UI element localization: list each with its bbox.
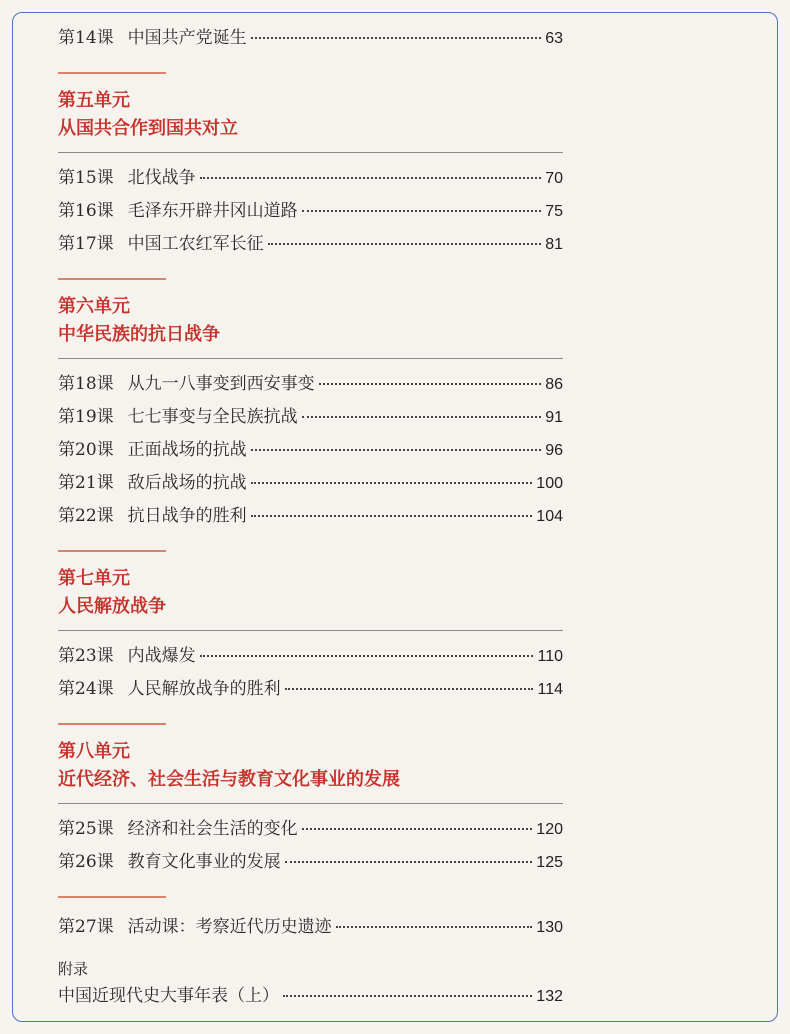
page-number: 81 [545,236,563,253]
page-number: 100 [536,475,563,492]
toc-entry-chronology[interactable] [58,981,563,1014]
toc-entry-lesson-18[interactable] [58,369,563,402]
unit-underline [58,358,563,359]
unit-5 [58,72,563,153]
toc-entry-lesson-24[interactable] [58,674,563,707]
unit-name: 第七单元 [58,568,130,589]
unit-name: 第八单元 [58,741,130,762]
unit-8 [58,723,563,804]
lesson-number: 第24课 [58,679,114,699]
unit-subtitle: 从国共合作到国共对立 [58,118,238,139]
section-divider [58,896,166,898]
lesson-title: 中国工农红军长征 [127,234,264,254]
dot-leader [336,926,533,928]
page-number: 75 [545,203,563,220]
toc-entry-lesson-27[interactable] [58,912,563,945]
toc-entry-lesson-16[interactable] [58,196,563,229]
toc-entry-lesson-26[interactable] [58,847,563,880]
page-number: 130 [536,919,563,936]
dot-leader [302,210,542,212]
unit-subtitle: 中华民族的抗日战争 [58,324,220,345]
lesson-number: 第19课 [58,407,114,427]
lesson-title: 教育文化事业的发展 [127,852,281,872]
lesson-title: 敌后战场的抗战 [127,473,247,493]
dot-leader [251,482,533,484]
toc-entry-lesson-25[interactable] [58,814,563,847]
appendix-header: 附录 [58,961,89,978]
lesson-number: 第18课 [58,374,114,394]
lesson-number: 第22课 [58,506,114,526]
lesson-title: 中国共产党诞生 [127,28,247,48]
lesson-title: 内战爆发 [127,646,196,666]
lesson-number: 第16课 [58,201,114,221]
unit-name: 第六单元 [58,296,130,317]
lesson-title: 北伐战争 [127,168,196,188]
page-number: 120 [536,821,563,838]
dot-leader [285,861,533,863]
table-of-contents [58,23,563,1014]
dot-leader [283,995,532,997]
page-number: 70 [545,170,563,187]
lesson-title: 经济和社会生活的变化 [127,819,298,839]
lesson-number: 第25课 [58,819,114,839]
lesson-number: 第21课 [58,473,114,493]
unit-underline [58,630,563,631]
toc-entry-lesson-20[interactable] [58,435,563,468]
dot-leader [285,688,534,690]
unit-name: 第五单元 [58,90,130,111]
activity-section [58,896,563,898]
toc-entry-lesson-14[interactable] [58,23,563,56]
dot-leader [251,515,533,517]
dot-leader [319,383,542,385]
unit-divider [58,723,166,725]
page-number: 125 [536,854,563,871]
lesson-number: 第17课 [58,234,114,254]
page-number: 132 [536,988,563,1005]
toc-entry-lesson-15[interactable] [58,163,563,196]
appendix-section [58,959,563,981]
unit-divider [58,550,166,552]
dot-leader [302,828,533,830]
toc-entry-lesson-23[interactable] [58,641,563,674]
lesson-title: 正面战场的抗战 [127,440,247,460]
unit-underline [58,152,563,153]
toc-entry-lesson-17[interactable] [58,229,563,262]
dot-leader [200,655,534,657]
toc-entry-lesson-21[interactable] [58,468,563,501]
page-number: 96 [545,442,563,459]
lesson-title: 毛泽东开辟井冈山道路 [127,201,298,221]
page-number: 63 [545,30,563,47]
dot-leader [200,177,542,179]
dot-leader [251,37,542,39]
unit-6 [58,278,563,359]
page-number: 86 [545,376,563,393]
page-number: 110 [537,648,563,665]
lesson-title: 七七事变与全民族抗战 [127,407,298,427]
lesson-number: 第27课 [58,917,114,937]
unit-divider [58,72,166,74]
lesson-title: 从九一八事变到西安事变 [127,374,315,394]
dot-leader [302,416,542,418]
lesson-number: 第15课 [58,168,114,188]
unit-subtitle: 近代经济、社会生活与教育文化事业的发展 [58,769,400,790]
page-number: 91 [545,409,563,426]
page-number: 104 [536,508,563,525]
lesson-number: 第23课 [58,646,114,666]
lesson-title: 抗日战争的胜利 [127,506,247,526]
dot-leader [268,243,542,245]
unit-divider [58,278,166,280]
lesson-number: 第14课 [58,28,114,48]
dot-leader [251,449,542,451]
page-number: 114 [537,681,563,698]
unit-underline [58,803,563,804]
lesson-number: 第20课 [58,440,114,460]
lesson-title: 中国近现代史大事年表（上） [58,986,279,1006]
toc-entry-lesson-22[interactable] [58,501,563,534]
lesson-title: 活动课：考察近代历史遗迹 [127,917,332,937]
unit-7 [58,550,563,631]
lesson-title: 人民解放战争的胜利 [127,679,281,699]
lesson-number: 第26课 [58,852,114,872]
unit-subtitle: 人民解放战争 [58,596,166,617]
toc-entry-lesson-19[interactable] [58,402,563,435]
document-page [12,12,778,1022]
